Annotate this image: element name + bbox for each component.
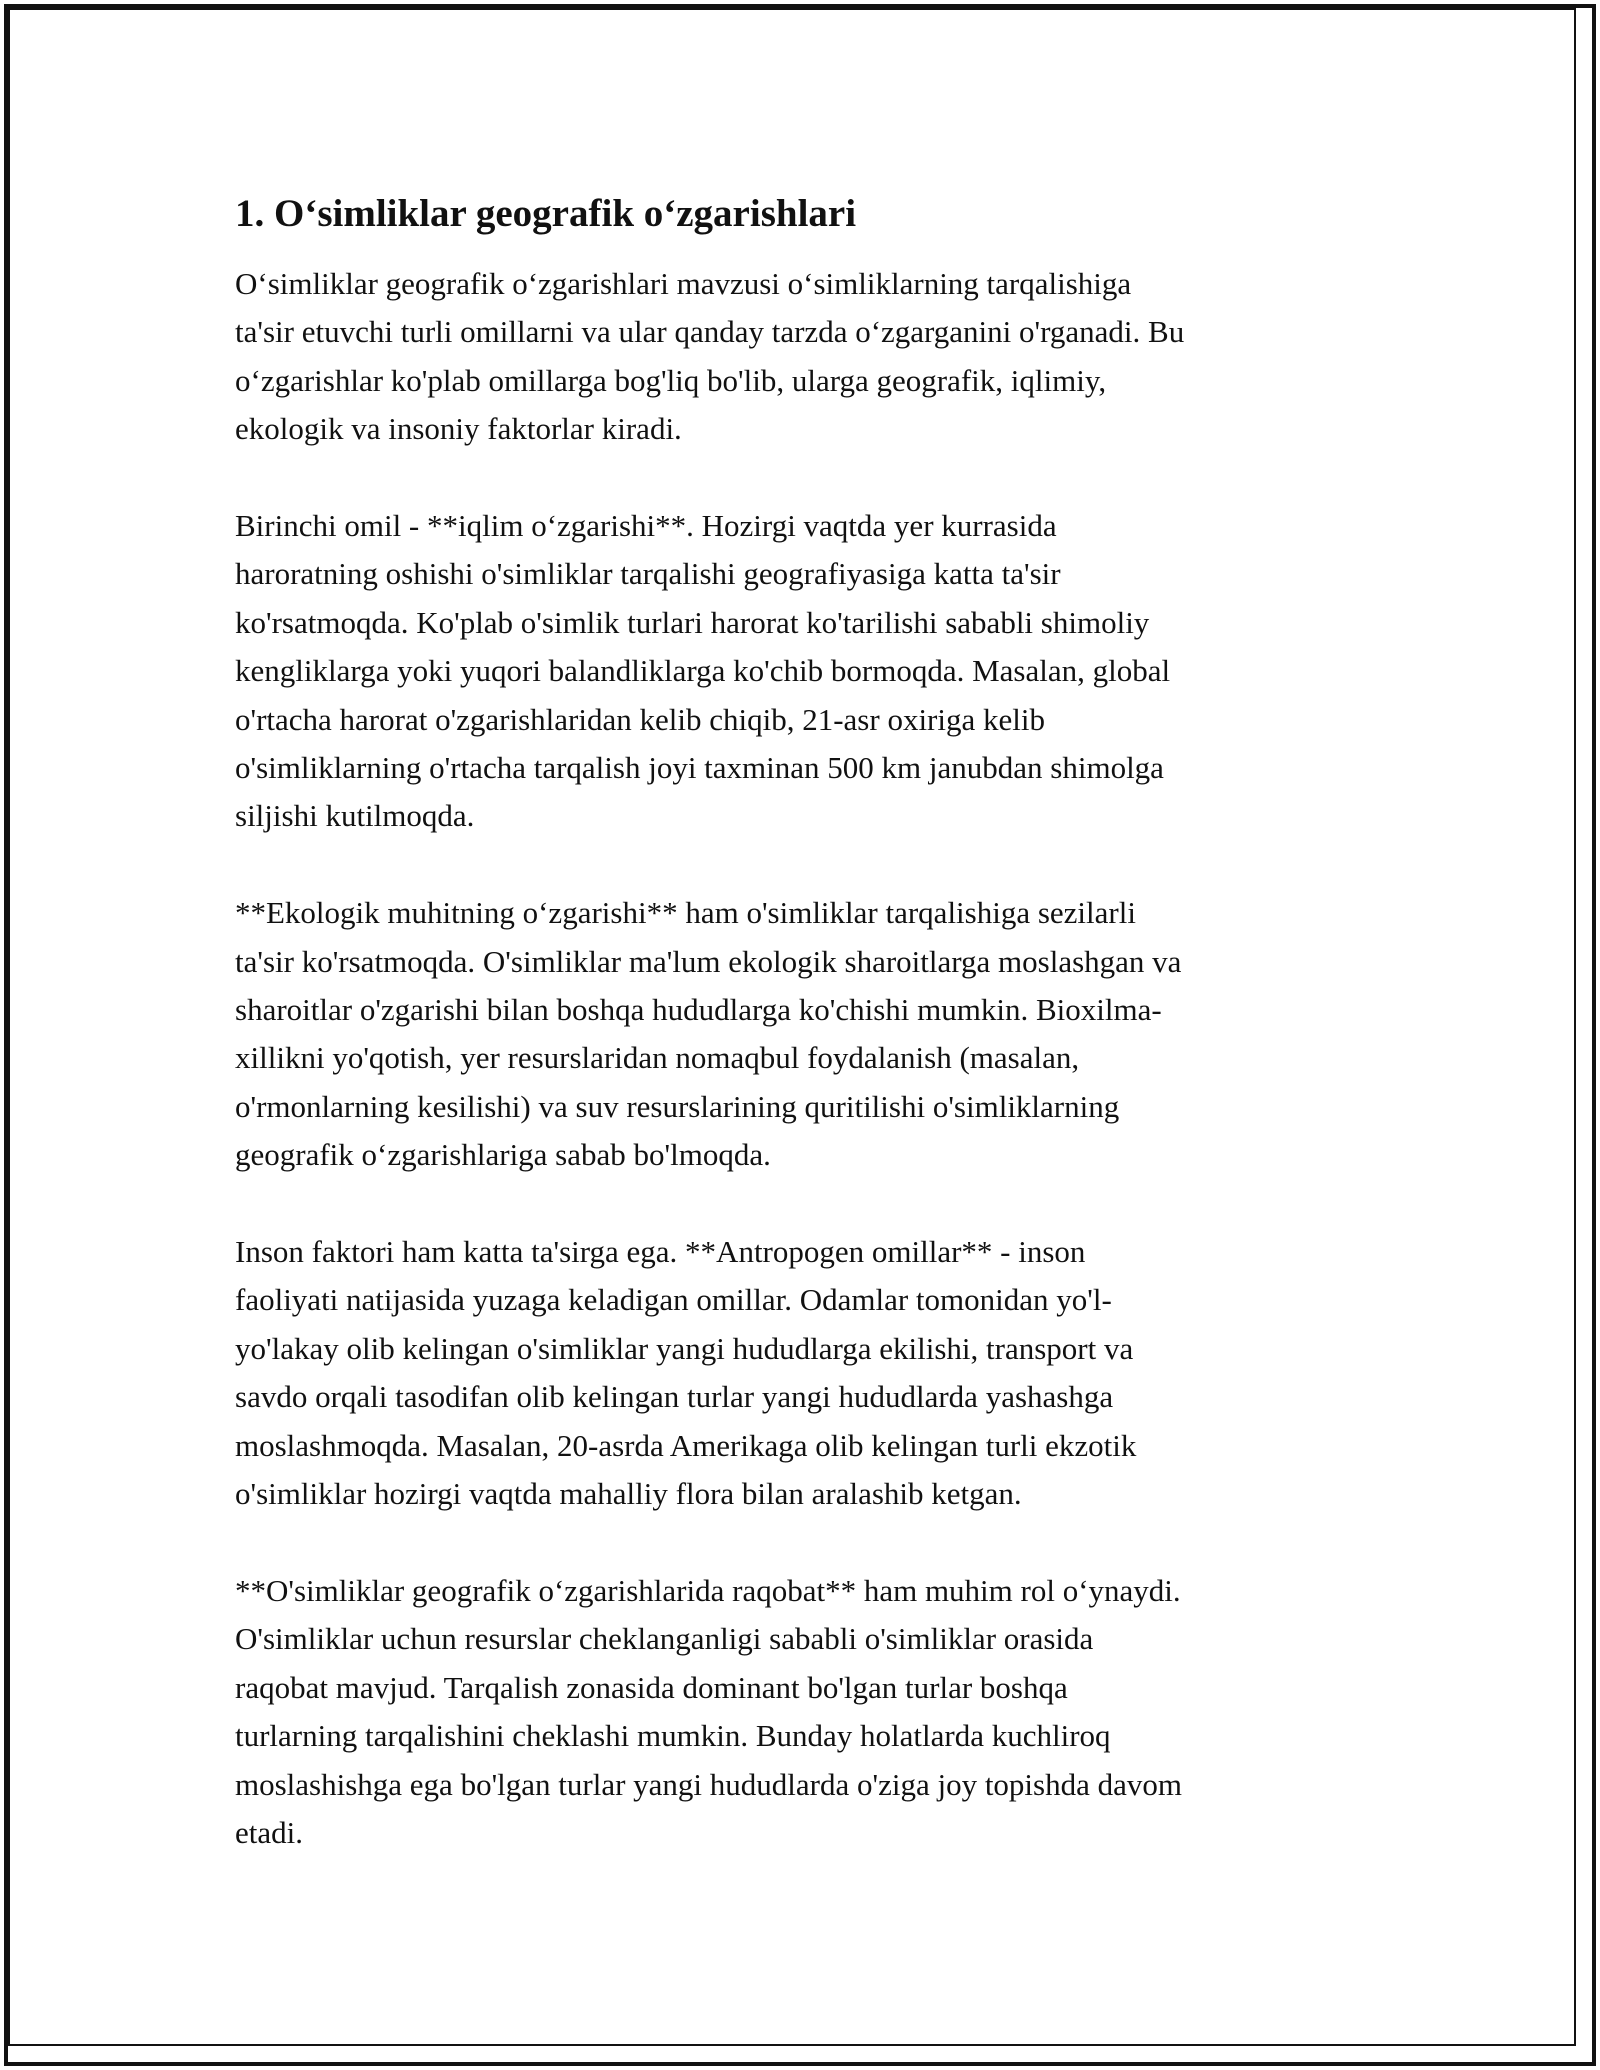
text-line: turlarning tarqalishini cheklashi mumkin. Bunday holatlarda kuchliroq (235, 1718, 1111, 1754)
text-line: Inson faktori ham katta ta'sirga ega. **Antropogen omillar** - inson (235, 1234, 1086, 1270)
paragraph-competition (235, 1567, 1365, 1857)
text-line: faoliyati natijasida yuzaga keladigan omillar. Odamlar tomonidan yo'l- (235, 1282, 1112, 1318)
text-line: ta'sir ko'rsatmoqda. O'simliklar ma'lum ekologik sharoitlarga moslashgan va (235, 943, 1182, 979)
text-line: savdo orqali tasodifan olib kelingan turlar yangi hududlarda yashashga (235, 1379, 1114, 1415)
text-line: **Ekologik muhitning o‘zgarishi** ham o'simliklar tarqalishiga sezilarli (235, 895, 1136, 931)
text-line: raqobat mavjud. Tarqalish zonasida dominant bo'lgan turlar boshqa (235, 1669, 1068, 1705)
text-line: xillikni yo'qotish, yer resurslaridan nomaqbul foydalanish (masalan, (235, 1040, 1080, 1076)
text-line: sharoitlar o'zgarishi bilan boshqa hududlarga ko'chishi mumkin. Bioxilma- (235, 992, 1162, 1028)
text-line: geografik o‘zgarishlariga sabab bo'lmoqda. (235, 1137, 771, 1173)
text-line: siljishi kutilmoqda. (235, 798, 475, 834)
paragraph-intro (235, 260, 1365, 454)
text-line: moslashishga ega bo'lgan turlar yangi hududlarda o'ziga joy topishda davom (235, 1766, 1182, 1802)
paragraph-climate (235, 502, 1365, 841)
text-line: ko'rsatmoqda. Ko'plab o'simlik turlari harorat ko'tarilishi sababli shimoliy (235, 604, 1150, 640)
text-line: kengliklarga yoki yuqori balandliklarga ko'chib bormoqda. Masalan, global (235, 653, 1171, 689)
text-line: O'simliklar uchun resurslar cheklanganligi sababli o'simliklar orasida (235, 1621, 1094, 1657)
text-line: haroratning oshishi o'simliklar tarqalishi geografiyasiga katta ta'sir (235, 556, 1061, 592)
text-line: ta'sir etuvchi turli omillarni va ular qanday tarzda o‘zgarganini o'rganadi. Bu (235, 314, 1185, 350)
document-body (235, 190, 1365, 1906)
paragraph-ecology (235, 889, 1365, 1179)
paragraph-anthropogenic (235, 1228, 1365, 1518)
text-line: o'rmonlarning kesilishi) va suv resurslarining quritilishi o'simliklarning (235, 1088, 1120, 1124)
text-line: o'rtacha harorat o'zgarishlaridan kelib chiqib, 21-asr oxiriga kelib (235, 701, 1045, 737)
text-line: O‘simliklar geografik o‘zgarishlari mavzusi o‘simliklarning tarqalishiga (235, 266, 1132, 301)
document-title: 1. O‘simliklar geografik o‘zgarishlari (235, 192, 857, 235)
text-line: **O'simliklar geografik o‘zgarishlarida raqobat** ham muhim rol o‘ynaydi. (235, 1572, 1181, 1608)
text-line: o'simliklarning o'rtacha tarqalish joyi taxminan 500 km janubdan shimolga (235, 750, 1164, 786)
text-line: etadi. (235, 1814, 303, 1850)
text-line: o'simliklar hozirgi vaqtda mahalliy flora bilan aralashib ketgan. (235, 1476, 1022, 1512)
text-line: moslashmoqda. Masalan, 20-asrda Amerikaga olib kelingan turli ekzotik (235, 1427, 1137, 1463)
text-line: yo'lakay olib kelingan o'simliklar yangi hududlarga ekilishi, transport va (235, 1330, 1134, 1366)
text-line: ekologik va insoniy faktorlar kiradi. (235, 411, 682, 447)
text-line: Birinchi omil - **iqlim o‘zgarishi**. Hozirgi vaqtda yer kurrasida (235, 508, 1057, 544)
text-line: o‘zgarishlar ko'plab omillarga bog'liq bo'lib, ularga geografik, iqlimiy, (235, 362, 1107, 398)
